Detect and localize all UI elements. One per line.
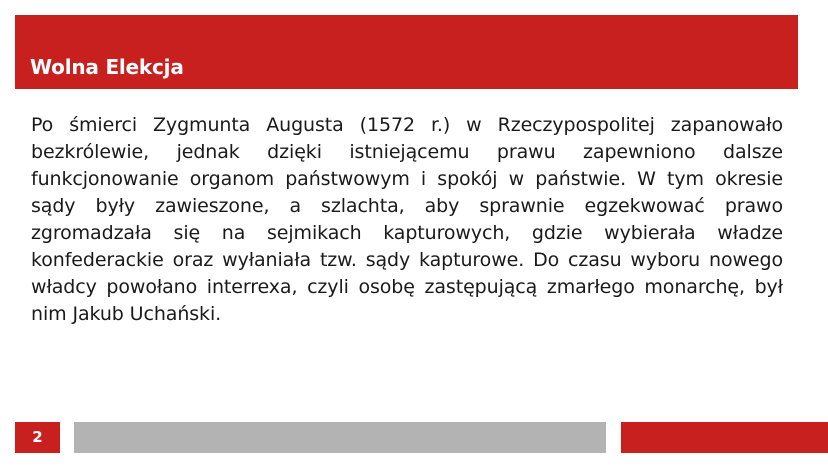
title-bar: [15, 15, 798, 89]
page-number-box: [15, 422, 60, 453]
slide-body-text: Po śmierci Zygmunta Augusta (1572 r.) w Rzeczypospolitej zapanowało bezkrólewie, jednak dzięki istniejącemu prawu zapewniono dalsze funkcjonowanie organom państwowym i spokój w państwie. W tym okresie sądy były zawieszone, a szlachta, aby sprawnie egzekwować prawo zgromadzała się na sejmikach kapturowych, gdzie wybierała władze konfederackie oraz wyłaniała tzw. sądy kapturowe. Do czasu wyboru nowego władcy powołano interrexa, czyli osobę zastępującą zmarłego monarchę, był nim Jakub Uchański.: [31, 114, 783, 325]
page-number: 2: [32, 428, 43, 446]
footer-gray-bar: [74, 422, 606, 453]
slide-title: Wolna Elekcja: [30, 55, 184, 79]
footer-red-bar: [621, 422, 828, 453]
